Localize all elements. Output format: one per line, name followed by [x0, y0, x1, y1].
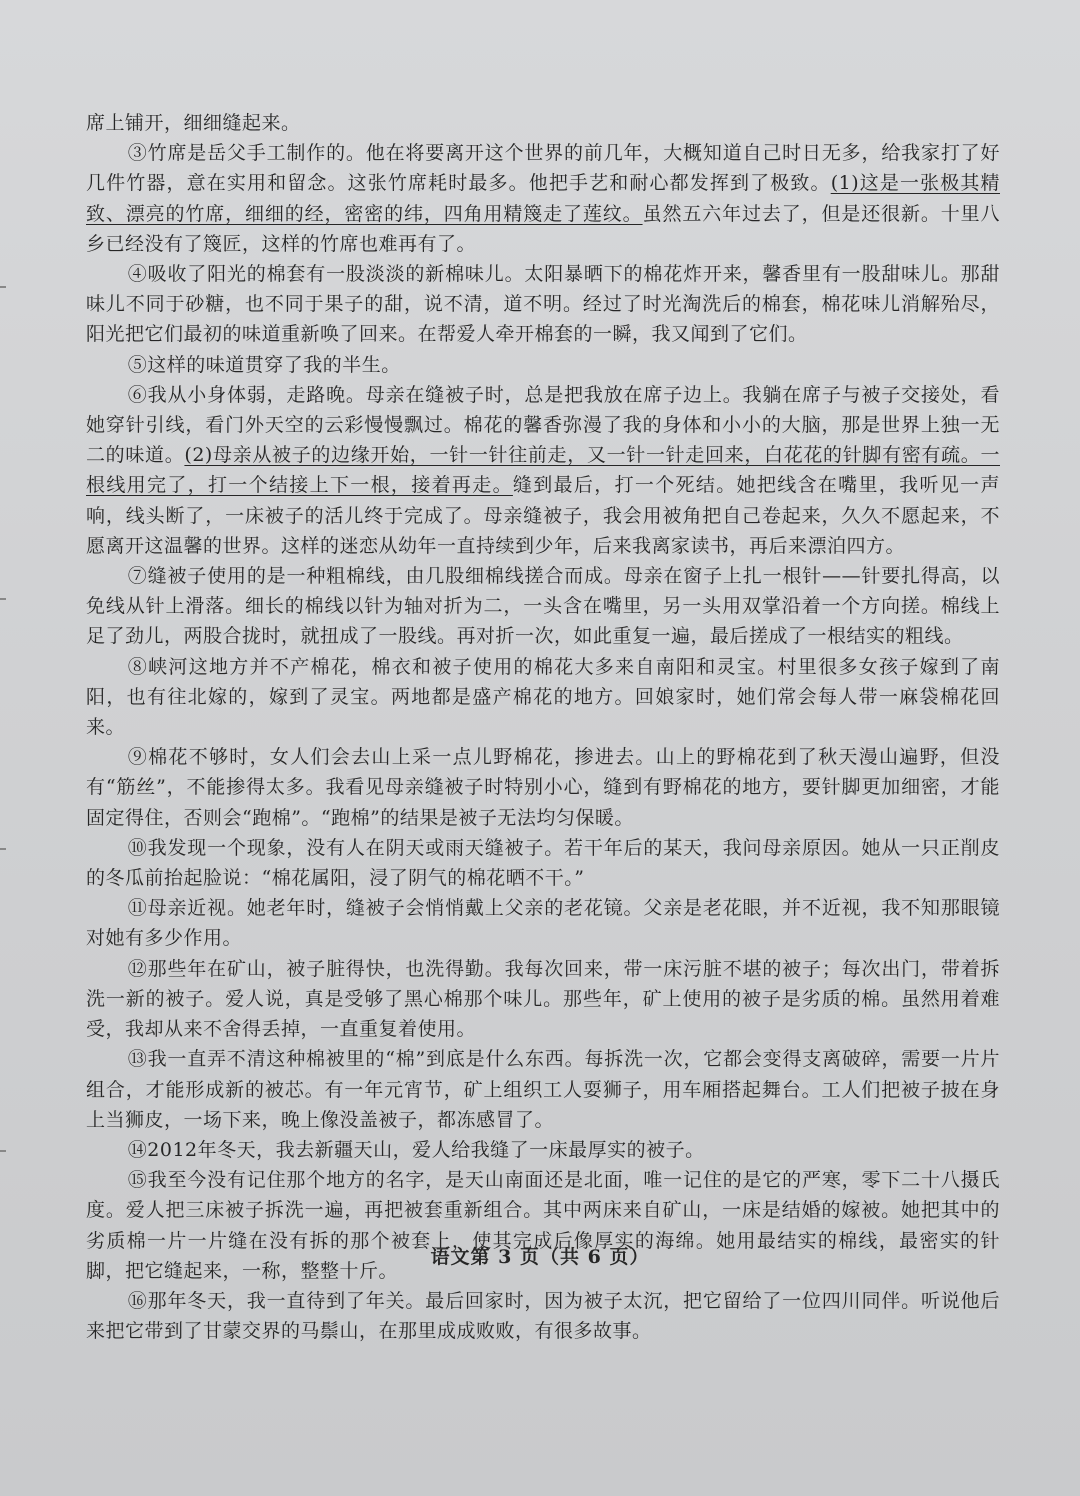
text-segment: ⑫那些年在矿山，被子脏得快，也洗得勤。我每次回来，带一床污脏不堪的被子；每次出门，带着拆洗一新的被子。爱人说，真是受够了黑心棉那个味儿。那些年，矿上使用的被子是劣质的棉。虽然用着难受，我却从来不舍得丢掉，一直重复着使用。 — [86, 957, 1000, 1041]
paragraph-p9 — [86, 742, 1000, 833]
text-segment: ⑧峡河这地方并不产棉花，棉衣和被子使用的棉花大多来自南阳和灵宝。村里很多女孩子嫁到了南阳，也有往北嫁的，嫁到了灵宝。两地都是盛产棉花的地方。回娘家时，她们常会每人带一麻袋棉花回来。 — [86, 655, 1000, 739]
article-body — [86, 108, 1000, 1346]
text-segment: ⑮我至今没有记住那个地方的名字，是天山南面还是北面，唯一记住的是它的严寒，零下二十八摄氏度。爱人把三床被子拆洗一遍，再把被套重新组合。其中两床来自矿山，一床是结婚的嫁被。她把其中的劣质棉一片一片缝在没有拆的那个被套上，使其完成后像厚实的海绵。她用最结实的棉线，最密实的针脚，把它缝起来，一称，整整十斤。 — [86, 1169, 1000, 1282]
text-segment: 虽然五六年过去了，但是还很新。十里八乡已经没有了篾匠，这样的竹席也难再有了。 — [86, 202, 1000, 255]
underlined-sentence: (1)这是一张极其精致、漂亮的竹席，细细的经，密密的纬，四角用精篾走了莲纹。 — [86, 172, 1000, 225]
text-segment: ⑩我发现一个现象，没有人在阴天或雨天缝被子。若干年后的某天，我问母亲原因。她从一只正削皮的冬瓜前抬起脸说：“棉花属阳，浸了阴气的棉花晒不干。” — [86, 836, 1000, 890]
paragraph-p8 — [86, 652, 1000, 743]
text-segment: ⑪母亲近视。她老年时，缝被子会悄悄戴上父亲的老花镜。父亲是老花眼，并不近视，我不知那眼镜对她有多少作用。 — [86, 897, 1000, 950]
text-segment: ③竹席是岳父手工制作的。他在将要离开这个世界的前几年，大概知道自己时日无多，给我家打了好几件竹器，意在实用和留念。这张竹席耗时最多。他把手艺和耐心都发挥到了极致。 — [86, 142, 1000, 195]
paragraph-p4 — [86, 259, 1000, 350]
paragraph-p5 — [86, 350, 1000, 380]
paragraph-p11 — [86, 893, 1000, 953]
paragraph-p12 — [86, 954, 1000, 1045]
paragraph-p7 — [86, 561, 1000, 652]
paragraph-p10 — [86, 833, 1000, 893]
text-segment: ⑯那年冬天，我一直待到了年关。最后回家时，因为被子太沉，把它留给了一位四川同伴。听说他后来把它带到了甘蒙交界的马鬃山，在那里成成败败，有很多故事。 — [86, 1289, 1000, 1343]
paragraph-p6 — [86, 380, 1000, 561]
paragraph-p0 — [86, 108, 1000, 138]
text-segment: ④吸收了阳光的棉套有一股淡淡的新棉味儿。太阳暴晒下的棉花炸开来，馨香里有一股甜味儿。那甜味儿不同于砂糖，也不同于果子的甜，说不清，道不明。经过了时光淘洗后的棉套，棉花味儿消解殆尽，阳光把它们最初的味道重新唤了回来。在帮爱人牵开棉套的一瞬，我又闻到了它们。 — [86, 263, 1000, 346]
paragraph-p14 — [86, 1135, 1000, 1165]
underlined-sentence: (2)母亲从被子的边缘开始，一针一针往前走，又一针一针走回来，白花花的针脚有密有疏。一根线用完了，打一个结接上下一根，接着再走。 — [86, 444, 1000, 497]
text-segment: ⑦缝被子使用的是一种粗棉线，由几股细棉线搓合而成。母亲在窗子上扎一根针——针要扎得高，以免线从针上滑落。细长的棉线以针为轴对折为二，一头含在嘴里，另一头用双掌沿着一个方向搓。棉线上足了劲儿，两股合拢时，就扭成了一股线。再对折一次，如此重复一遍，最后搓成了一根结实的粗线。 — [86, 565, 1000, 648]
paragraph-p13 — [86, 1044, 1000, 1135]
text-segment: ⑥我从小身体弱，走路晚。母亲在缝被子时，总是把我放在席子边上。我躺在席子与被子交接处，看她穿针引线，看门外天空的云彩慢慢飘过。棉花的馨香弥漫了我的身体和小小的大脑，那是世界上独一无二的味道。 — [86, 383, 1000, 467]
paragraph-p3 — [86, 138, 1000, 259]
text-segment: ⑭2012年冬天，我去新疆天山，爱人给我缝了一床最厚实的被子。 — [127, 1138, 705, 1161]
margin-mark — [0, 1150, 6, 1152]
margin-mark — [0, 598, 6, 600]
text-segment: 缝到最后，打一个死结。她把线含在嘴里，我听见一声响，线头断了，一床被子的活儿终于完成了。母亲缝被子，我会用被角把自己卷起来，久久不愿起来，不愿离开这温馨的世界。这样的迷恋从幼年一直持续到少年，后来我离家读书，再后来漂泊四方。 — [86, 474, 1000, 557]
margin-mark — [0, 286, 6, 288]
margin-mark — [0, 848, 6, 850]
paragraph-p16 — [86, 1286, 1000, 1346]
text-segment: 席上铺开，细细缝起来。 — [86, 112, 301, 134]
text-segment: ⑨棉花不够时，女人们会去山上采一点儿野棉花，掺进去。山上的野棉花到了秋天漫山遍野，但没有“筋丝”，不能掺得太多。我看见母亲缝被子时特别小心，缝到有野棉花的地方，要针脚更加细密，才能固定得住，否则会“跑棉”。“跑棉”的结果是被子无法均匀保暖。 — [86, 746, 1000, 829]
text-segment: ⑬我一直弄不清这种棉被里的“棉”到底是什么东西。每拆洗一次，它都会变得支离破碎，需要一片片组合，才能形成新的被芯。有一年元宵节，矿上组织工人耍狮子，用车厢搭起舞台。工人们把被子披在身上当狮皮，一场下来，晚上像没盖被子，都冻感冒了。 — [86, 1048, 1000, 1131]
text-segment: ⑤这样的味道贯穿了我的半生。 — [127, 353, 401, 376]
page-footer: 语文第 3 页（共 6 页） — [430, 1246, 650, 1268]
